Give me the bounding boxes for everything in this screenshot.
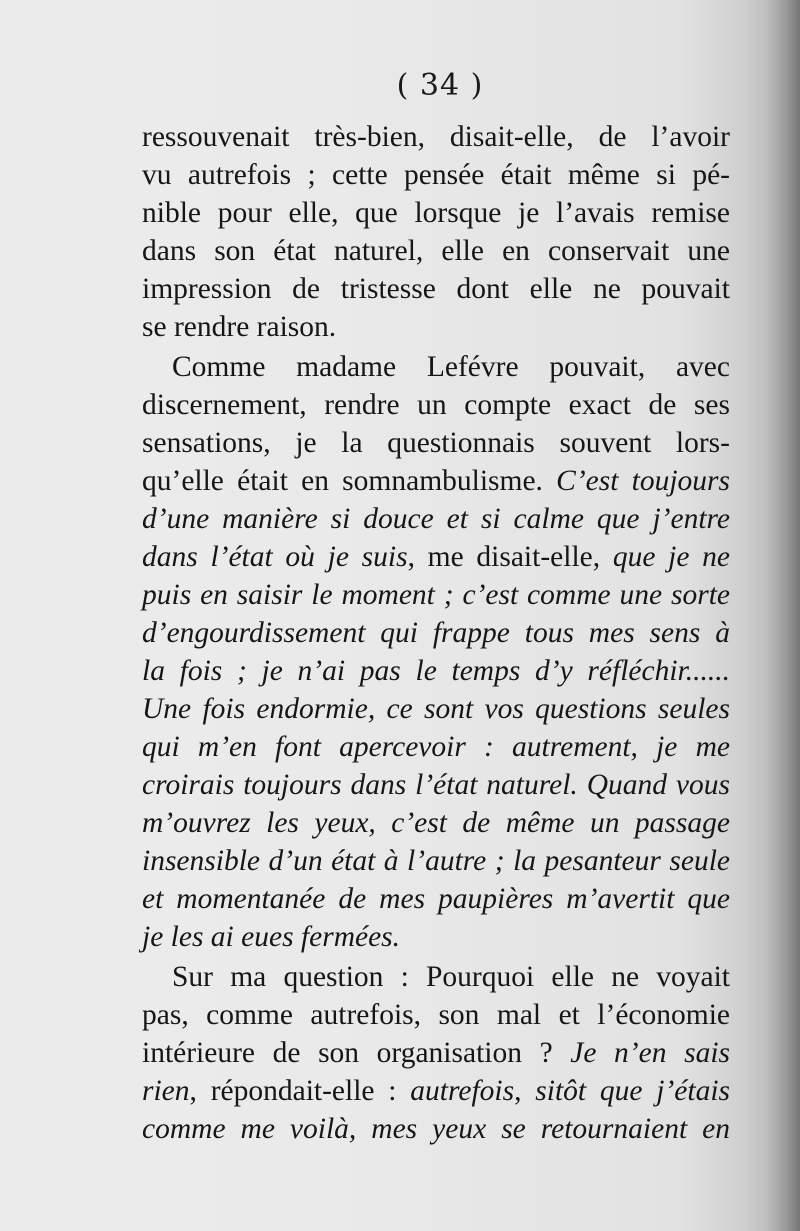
text-line: nible pour elle, que lorsque je l’avais remise <box>142 197 730 229</box>
text-italic: C’est toujours <box>556 465 730 497</box>
text-line <box>142 1034 730 1072</box>
text-roman: intérieure de son organisation ? <box>142 1037 571 1069</box>
text-line: sensations, je la questionnais souvent lors- <box>142 427 730 459</box>
text-line: Comme madame Lefévre pouvait, avec <box>172 351 730 383</box>
text-line: ressouvenait très-bien, disait-elle, de l’avoir <box>142 121 730 153</box>
text-line-italic: croirais toujours dans l’état naturel. Quand vous <box>142 769 730 801</box>
text-italic: rien <box>142 1075 190 1107</box>
text-roman: , répondait-elle : <box>189 1075 411 1107</box>
text-line: Sur ma question : Pourquoi elle ne voyait <box>172 961 730 993</box>
text-line-italic: m’ouvrez les yeux, c’est de même un passage <box>142 807 730 839</box>
text-italic: autrefois <box>410 1075 515 1107</box>
page-gutter-shadow <box>766 0 800 1231</box>
page-number: ( 34 ) <box>396 68 484 103</box>
text-line: se rendre raison. <box>142 311 337 343</box>
text-italic: que je ne <box>612 541 730 573</box>
text-line-italic: comme me voilà, mes yeux se retournaient en <box>142 1113 730 1145</box>
text-line-italic: je les ai eues fermées. <box>142 921 401 953</box>
text-italic: Je n’en sais <box>570 1037 730 1069</box>
text-line-italic: insensible d’un état à l’autre ; la pesanteur seule <box>142 845 730 877</box>
text-line: dans son état naturel, elle en conservait une <box>142 235 730 267</box>
text-italic: sitôt que j’étais <box>535 1075 730 1107</box>
text-roman: qu’elle était en somnambulisme. <box>142 465 557 497</box>
text-line: discernement, rendre un compte exact de ses <box>142 389 730 421</box>
text-roman: , me disait-elle, <box>407 541 613 573</box>
text-line <box>142 1072 730 1110</box>
text-line-italic: puis en saisir le moment ; c’est comme une sorte <box>142 579 730 611</box>
text-line: pas, comme autrefois, son mal et l’économie <box>142 999 730 1031</box>
text-roman: , <box>514 1075 536 1107</box>
text-line: vu autrefois ; cette pensée était même si pé- <box>142 159 730 191</box>
text-line-italic: d’une manière si douce et si calme que j’entre <box>142 503 730 535</box>
text-line: impression de tristesse dont elle ne pouvait <box>142 273 730 305</box>
text-line-italic: d’engourdissement qui frappe tous mes sens à <box>142 617 730 649</box>
page-body-text <box>142 118 730 1148</box>
text-line <box>142 538 730 576</box>
text-line-italic: Une fois endormie, ce sont vos questions seules <box>142 693 730 725</box>
text-line-italic: et momentanée de mes paupières m’avertit que <box>142 883 730 915</box>
text-italic: dans l’état où je suis <box>142 541 408 573</box>
text-line-italic: la fois ; je n’ai pas le temps d’y réfléchir...... <box>142 655 730 687</box>
text-line-italic: qui m’en font apercevoir : autrement, je me <box>142 731 730 763</box>
text-line <box>142 462 730 500</box>
